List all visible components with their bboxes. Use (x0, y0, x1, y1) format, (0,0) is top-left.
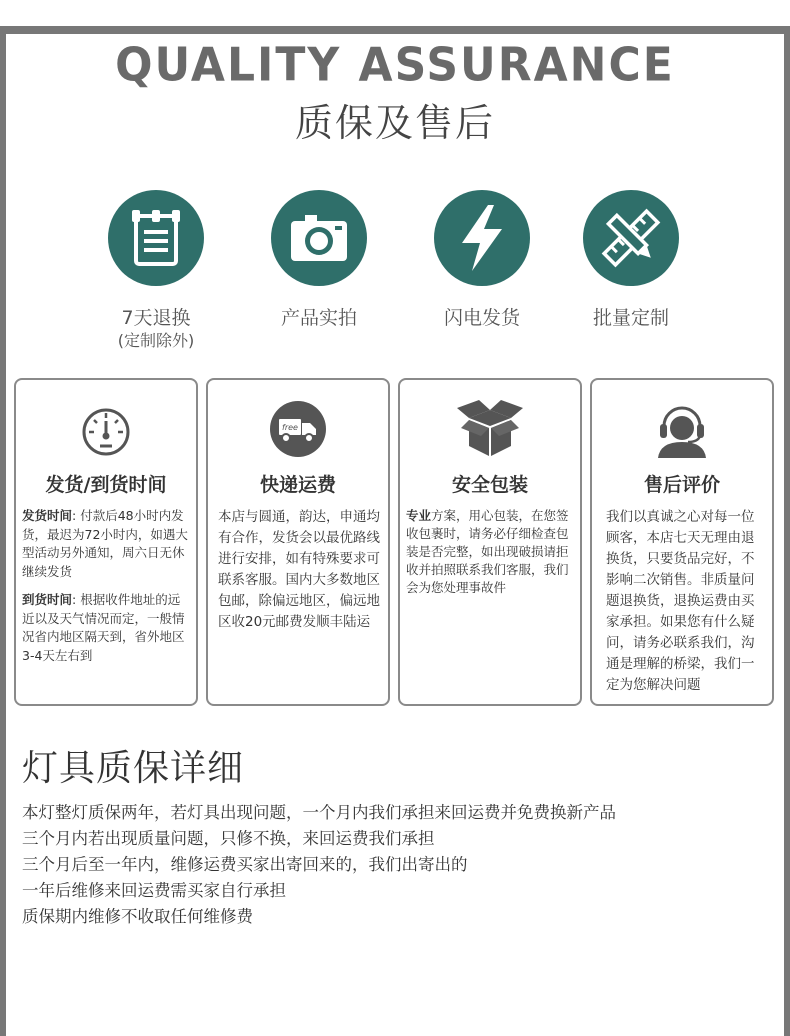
headset-agent-icon (654, 402, 710, 458)
card-title: 售后评价 (643, 474, 720, 496)
delivery-truck-icon (269, 400, 327, 458)
feature-label: 产品实拍 (280, 307, 357, 329)
card-body: 本店与圆通，韵达，申通均有合作，发货会以最优路线进行安排，如有特殊要求可联系客服。国内大多数地区包邮，除偏远地区，偏远地区收20元邮费发顺丰陆运 (218, 509, 380, 630)
label-ship-time: 发货时间 (22, 508, 73, 523)
feature-circle (434, 190, 530, 286)
feature-label: 7天退换 (121, 307, 191, 329)
box-icon (455, 400, 525, 458)
feature-real-photos (229, 190, 409, 330)
feature-circle (108, 190, 204, 286)
free-badge-text: free (282, 423, 298, 432)
camera-icon (289, 213, 349, 263)
card-express (206, 378, 390, 706)
card-title: 快递运费 (259, 474, 336, 496)
ruler-pencil-icon (601, 208, 661, 268)
card-title: 发货/到货时间 (45, 474, 167, 496)
text-packaging: 方案，用心包装，在您签收包裹时，请务必仔细检查包装是否完整，如出现破损请拒收并拍照联系我们客服，我们会为您处理事故件 (406, 508, 569, 595)
warranty-detail-title: 灯具质保详细 (22, 748, 245, 789)
feature-circle (271, 190, 367, 286)
card-body (400, 507, 580, 597)
warranty-line: 三个月内若出现质量问题，只修不换，来回运费我们承担 (22, 829, 435, 848)
card-shipping-time (14, 378, 198, 706)
gauge-icon (80, 406, 132, 458)
warranty-line: 本灯整灯质保两年，若灯具出现问题，一个月内我们承担来回运费并免费换新产品 (22, 803, 616, 822)
title-chinese: 质保及售后 (294, 101, 495, 145)
card-body: 我们以真诚之心对每一位顾客，本店七天无理由退换货，只要货品完好，不影响二次销售。非质量问题退换货，退换运费由买家承担。如果您有什么疑问，请务必联系我们，沟通是理解的桥梁，我们一定为您解决问题 (606, 509, 755, 693)
label-professional: 专业 (406, 508, 432, 523)
card-after-sales (590, 378, 774, 706)
feature-seven-day-return (66, 190, 246, 352)
title-english: QUALITY ASSURANCE (115, 38, 675, 93)
card-packaging (398, 378, 582, 706)
feature-row (0, 190, 790, 390)
card-title: 安全包装 (451, 474, 528, 496)
feature-label: 闪电发货 (443, 307, 520, 329)
warranty-line: 质保期内维修不收取任何维修费 (22, 907, 253, 926)
text-arrival-time: : 根据收件地址的远近以及天气情况而定，一般情况省内地区隔天到，省外地区3-4天左右到 (22, 592, 185, 663)
warranty-line: 三个月后至一年内，维修运费买家出寄回来的，我们出寄出的 (22, 855, 468, 874)
feature-label: 批量定制 (592, 307, 669, 329)
warranty-line: 一年后维修来回运费需买家自行承担 (22, 881, 286, 900)
warranty-detail-list (22, 800, 616, 930)
card-body (16, 507, 196, 665)
feature-circle (583, 190, 679, 286)
clipboard-icon (128, 208, 184, 268)
text-ship-time: : 付款后48小时内发货，最迟为72小时内，如遇大型活动另外通知，周六日无休继续发货 (22, 508, 188, 579)
label-arrival-time: 到货时间 (22, 592, 73, 607)
lightning-icon (454, 203, 510, 273)
feature-sublabel: (定制除外) (117, 331, 195, 350)
feature-bulk-custom (541, 190, 721, 330)
